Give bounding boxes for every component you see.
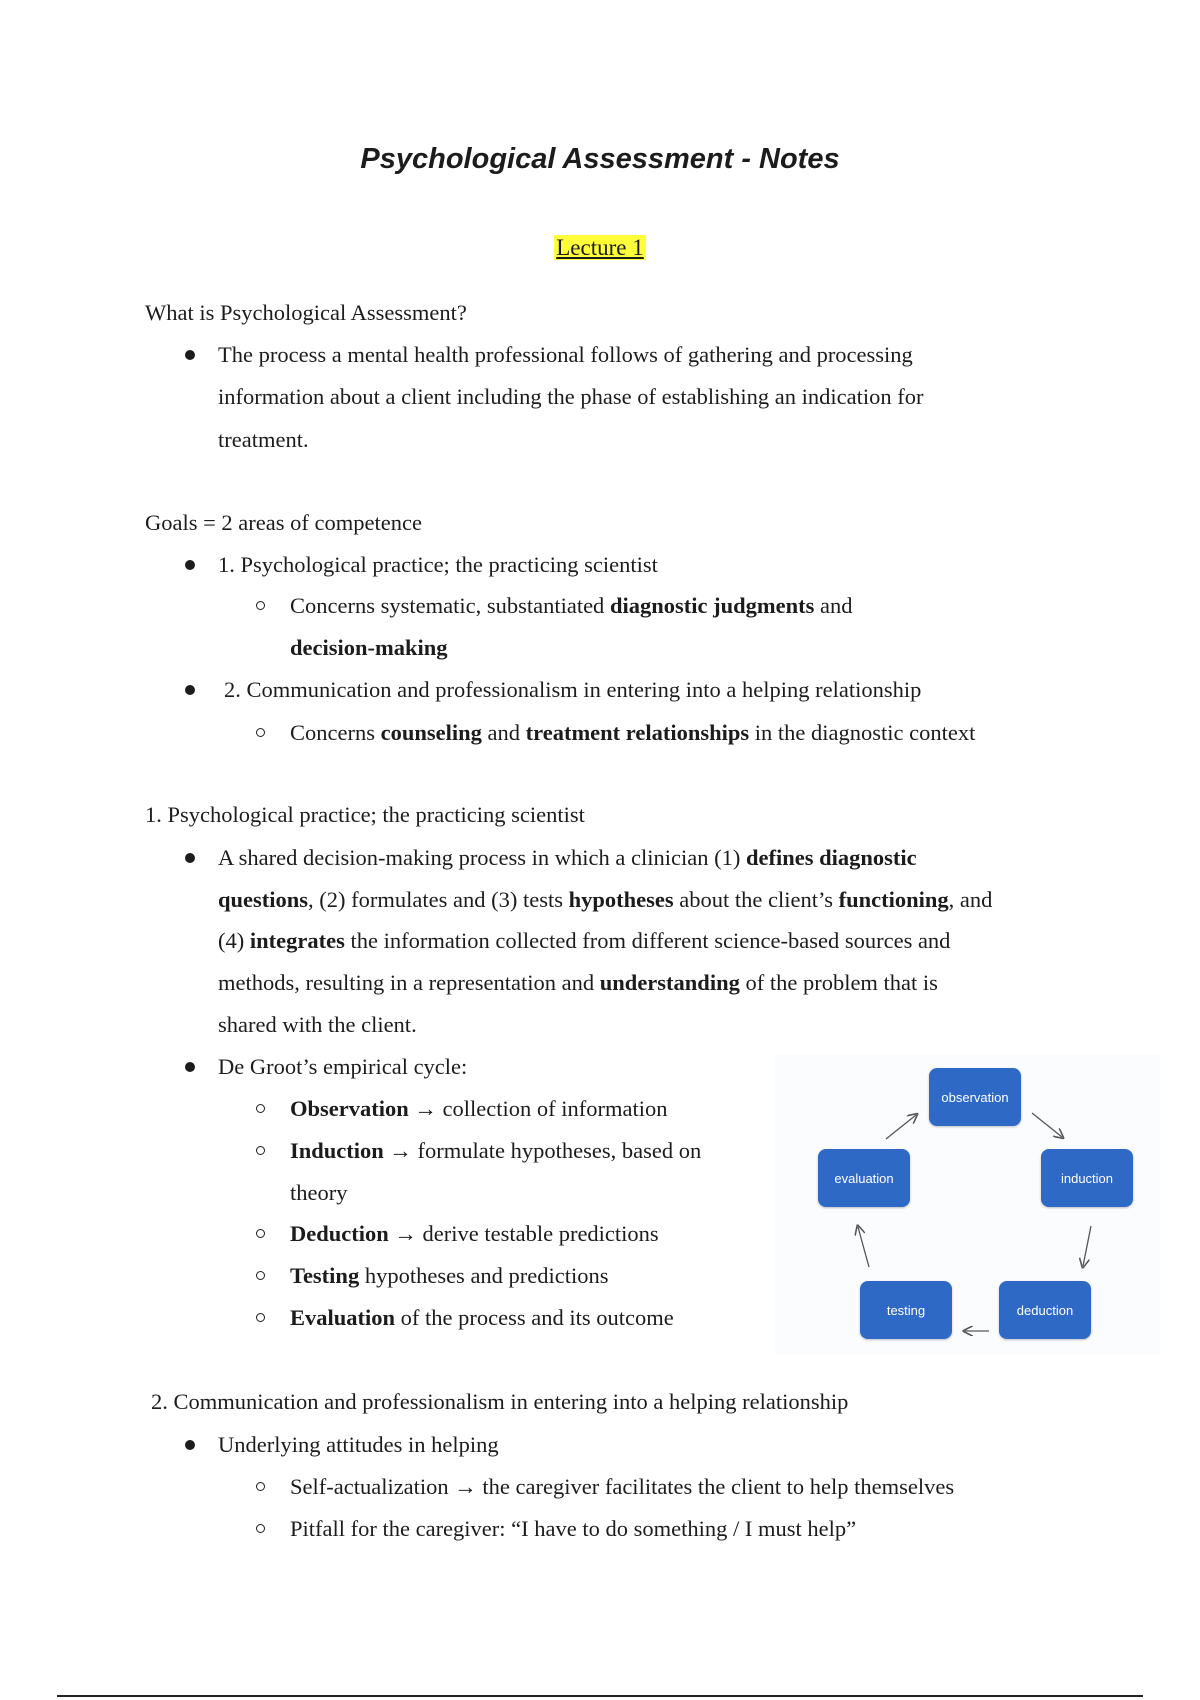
section-2-sub-1: Self-actualization → the caregiver facilitates the client to help themselves — [290, 1474, 955, 1499]
bullet-dot — [185, 560, 195, 570]
goals-item-1-sub: Concerns systematic, substantiated diagnostic judgments and — [290, 593, 853, 618]
what-is-line-3: treatment. — [218, 427, 309, 452]
sub-bullet — [256, 1482, 265, 1491]
footer-rule — [57, 1695, 1143, 1697]
lecture-label — [0, 235, 1200, 261]
section-1-para-line-2: questions, (2) formulates and (3) tests hypotheses about the client’s functioning, and — [218, 887, 993, 912]
node-evaluation: evaluation — [818, 1149, 910, 1207]
sub-bullet — [256, 1229, 265, 1238]
bullet-dot — [185, 853, 195, 863]
section-2-bullet: Underlying attitudes in helping — [218, 1432, 499, 1457]
bullet-dot — [185, 685, 195, 695]
node-induction: induction — [1041, 1149, 1133, 1207]
cycle-item-testing: Testing hypotheses and predictions — [290, 1263, 609, 1288]
cycle-item-deduction: Deduction → derive testable predictions — [290, 1221, 659, 1246]
bullet-dot — [185, 1440, 195, 1450]
section-2-heading: 2. Communication and professionalism in entering into a helping relationship — [151, 1389, 849, 1414]
what-is-heading: What is Psychological Assessment? — [145, 300, 467, 325]
sub-bullet — [256, 1146, 265, 1155]
node-testing: testing — [860, 1281, 952, 1339]
goals-heading: Goals = 2 areas of competence — [145, 510, 422, 535]
sub-bullet — [256, 1524, 265, 1533]
node-observation: observation — [929, 1068, 1021, 1126]
bullet-dot — [185, 350, 195, 360]
node-deduction: deduction — [999, 1281, 1091, 1339]
cycle-heading: De Groot’s empirical cycle: — [218, 1054, 468, 1079]
cycle-item-induction: Induction → formulate hypotheses, based on — [290, 1138, 702, 1163]
goals-item-2: 2. Communication and professionalism in entering into a helping relationship — [224, 677, 922, 702]
goals-item-1: 1. Psychological practice; the practicing scientist — [218, 552, 658, 577]
what-is-line-1: The process a mental health professional follows of gathering and processing — [218, 342, 913, 367]
goals-item-2-sub: Concerns counseling and treatment relationships in the diagnostic context — [290, 720, 976, 745]
section-1-para-line-4: methods, resulting in a representation and understanding of the problem that is — [218, 970, 938, 995]
sub-bullet — [256, 1313, 265, 1322]
what-is-line-2: information about a client including the phase of establishing an indication for — [218, 384, 924, 409]
sub-bullet — [256, 1104, 265, 1113]
arrow-testing-evaluation — [858, 1227, 869, 1267]
cycle-item-observation: Observation → collection of information — [290, 1096, 668, 1121]
section-1-para-line-3: (4) integrates the information collected from different science-based sources and — [218, 928, 951, 953]
section-1-heading: 1. Psychological practice; the practicing scientist — [145, 802, 585, 827]
cycle-item-evaluation: Evaluation of the process and its outcome — [290, 1305, 674, 1330]
bullet-dot — [185, 1062, 195, 1072]
arrow-observation-induction — [1032, 1113, 1062, 1137]
section-1-para-line-1: A shared decision-making process in which a clinician (1) defines diagnostic — [218, 845, 917, 870]
goals-item-1-sub-cont: decision-making — [290, 635, 448, 660]
cycle-item-induction-cont: theory — [290, 1180, 348, 1205]
empirical-cycle-diagram — [775, 1055, 1160, 1355]
sub-bullet — [256, 1271, 265, 1280]
section-2-sub-2: Pitfall for the caregiver: “I have to do something / I must help” — [290, 1516, 857, 1541]
lecture-highlight: Lecture 1 — [556, 235, 644, 260]
arrow-induction-deduction — [1083, 1226, 1091, 1266]
arrow-evaluation-observation — [886, 1115, 916, 1139]
sub-bullet — [256, 728, 265, 737]
sub-bullet — [256, 601, 265, 610]
section-1-para-line-5: shared with the client. — [218, 1012, 417, 1037]
document-title: Psychological Assessment - Notes — [360, 143, 840, 175]
cycle-arrows — [775, 1055, 1160, 1355]
